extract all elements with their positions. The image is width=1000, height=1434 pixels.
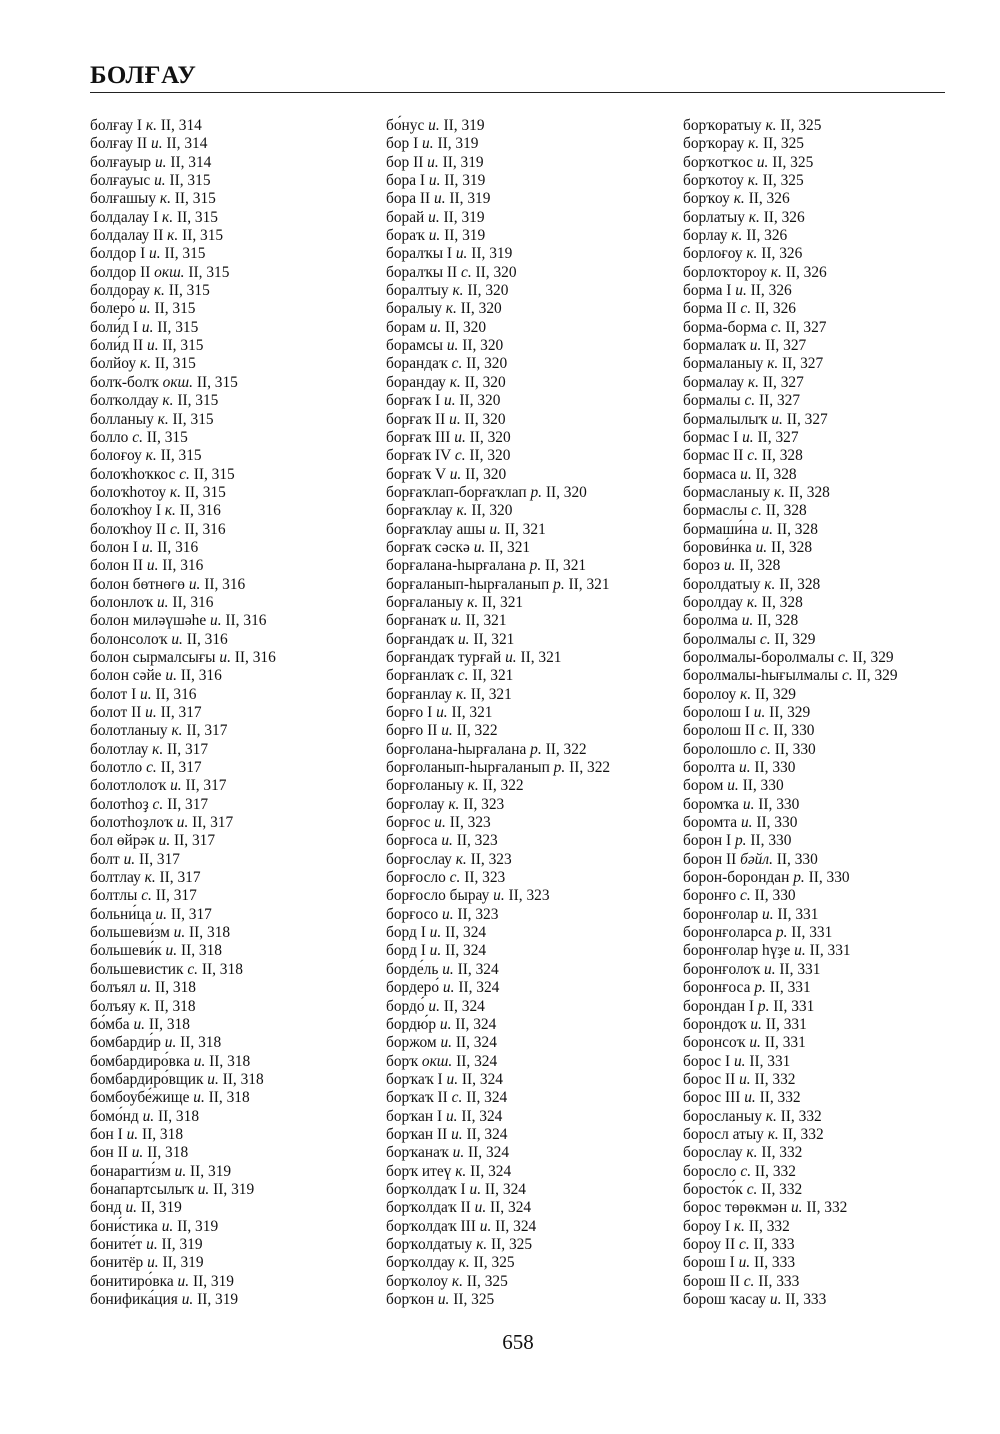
index-entry: бормас II с. II, 328	[683, 447, 803, 465]
index-entry: борҡолоу к. II, 325	[386, 1272, 508, 1290]
index-entry: болдорау к. II, 315	[90, 282, 210, 300]
index-entry: борош ҡасау и. II, 333	[683, 1291, 827, 1308]
index-entry: болъяу к. II, 318	[90, 997, 196, 1015]
index-entry: бороз и. II, 328	[683, 557, 781, 575]
index-entry: борғанлаҡ с. II, 321	[386, 667, 514, 685]
index-entry: болоҡһотоу к. II, 315	[90, 483, 226, 501]
index-entry: болон миләүшәһе и. II, 316	[90, 612, 267, 630]
index-entry: бормаши́на и. II, 328	[683, 520, 818, 538]
index-entry: борос төрөкмән и. II, 332	[683, 1199, 848, 1217]
index-entry: боронғоса р. II, 331	[683, 979, 811, 997]
index-entry: боролта и. II, 330	[683, 759, 796, 777]
index-entry: бормаланыу к. II, 327	[683, 355, 824, 373]
index-entry: борай и. II, 319	[386, 208, 485, 226]
index-entry: болот II и. II, 317	[90, 704, 202, 721]
index-entry: бонитиро́вка и. II, 319	[90, 1272, 234, 1290]
index-entry: бордю́р и. II, 324	[386, 1015, 497, 1033]
index-entry: борғаланып-һырғаланып р. II, 321	[386, 575, 610, 593]
index-entry: боролош I и. II, 329	[683, 704, 811, 721]
index-entry: борма II с. II, 326	[683, 300, 796, 318]
index-entry: бороу II с. II, 333	[683, 1235, 795, 1253]
index-entry: борам и. II, 320	[386, 318, 487, 336]
index-entry: борҡотҡос и. II, 325	[683, 153, 814, 171]
index-entry: бомбардиро́вка и. II, 318	[90, 1052, 251, 1070]
index-entry: болғауыс и. II, 315	[90, 172, 211, 190]
index-entry: боронғолар и. II, 331	[683, 905, 819, 923]
index-entry: боросло с. II, 332	[683, 1162, 796, 1180]
index-column-3	[683, 117, 898, 1309]
index-entry: болоҡһоу I к. II, 316	[90, 502, 221, 520]
index-entry: бон I и. II, 318	[90, 1125, 184, 1143]
index-entry: болдалау II к. II, 315	[90, 227, 224, 245]
page-number: 658	[502, 1330, 534, 1354]
index-entry: бонитёр и. II, 319	[90, 1254, 204, 1272]
index-entry: боронғо с. II, 330	[683, 887, 796, 905]
index-entry: борғолана-һырғалана р. II, 322	[386, 740, 587, 758]
index-entry: борондоҡ и. II, 331	[683, 1015, 807, 1033]
index-entry: борҡолдаҡ II и. II, 324	[386, 1199, 532, 1217]
index-entry: болҡ-болҡ окш. II, 315	[90, 373, 238, 391]
index-entry: борғаҡ II и. II, 320	[386, 410, 506, 428]
index-entry: борғоланыу к. II, 322	[386, 777, 524, 795]
index-entry: бормалы с. II, 327	[683, 392, 801, 410]
index-entry: борғаҡ III и. II, 320	[386, 428, 511, 446]
index-entry: борғосо и. II, 323	[386, 905, 499, 923]
index-entry: болотло с. II, 317	[90, 759, 202, 777]
index-entry: боролмалы с. II, 329	[683, 630, 816, 648]
index-entry: борҡан I и. II, 324	[386, 1107, 503, 1125]
index-entry: борғанлау к. II, 321	[386, 685, 512, 703]
index-entry: болтлы с. II, 317	[90, 887, 197, 905]
index-entry: бора I и. II, 319	[386, 172, 486, 190]
index-entry: борлау к. II, 326	[683, 227, 788, 245]
index-entry: борон I р. II, 330	[683, 832, 792, 850]
index-entry: боралҡы II с. II, 320	[386, 263, 517, 281]
index-column-1	[90, 117, 276, 1309]
index-entry: борғосло с. II, 323	[386, 869, 506, 887]
index-entry: борамсы и. II, 320	[386, 337, 504, 355]
index-entry: бор II и. II, 319	[386, 153, 484, 171]
index-entry: боролмалы-боролмалы с. II, 329	[683, 648, 894, 666]
index-entry: болоҡһоу II с. II, 316	[90, 520, 226, 538]
index-entry: болон бөтнөгө и. II, 316	[90, 575, 246, 593]
index-entry: борҡолдаҡ I и. II, 324	[386, 1180, 526, 1198]
index-entry: боросланыу к. II, 332	[683, 1107, 822, 1125]
index-entry: боралҡы I и. II, 319	[386, 245, 513, 263]
index-entry: борош I и. II, 333	[683, 1254, 796, 1272]
index-entry: борғолау к. II, 323	[386, 795, 505, 813]
index-column-2	[386, 117, 610, 1309]
index-entry: бонапартсылыҡ и. II, 319	[90, 1180, 255, 1198]
index-entry: бон II и. II, 318	[90, 1144, 189, 1162]
index-entry: болҡолдау к. II, 315	[90, 392, 219, 410]
index-entry: болотһоҙлоҡ и. II, 317	[90, 814, 234, 832]
index-entry: болдор I и. II, 315	[90, 245, 206, 263]
index-entry: борҡоу к. II, 326	[683, 190, 790, 208]
index-entry: бомо́нд и. II, 318	[90, 1107, 200, 1125]
index-entry: борғаҡлап-борғаҡлап р. II, 320	[386, 483, 587, 501]
index-entry: болон сәйе и. II, 316	[90, 667, 222, 685]
index-entry: боли́д II и. II, 315	[90, 337, 204, 355]
index-entry: боржом и. II, 324	[386, 1034, 497, 1052]
index-entry: болоғоу к. II, 315	[90, 447, 202, 465]
index-entry: болло с. II, 315	[90, 428, 188, 446]
index-entry: бороу I к. II, 332	[683, 1217, 790, 1235]
index-entry: болғауыр и. II, 314	[90, 153, 212, 171]
index-entry: бормалау к. II, 327	[683, 373, 804, 391]
index-entry: бонаparти́зм и. II, 319	[90, 1162, 232, 1180]
index-entry: борма I и. II, 326	[683, 282, 792, 300]
index-entry: болон II и. II, 316	[90, 557, 204, 575]
index-entry: боролошло с. II, 330	[683, 740, 816, 758]
index-entry: боралтыу к. II, 320	[386, 282, 509, 300]
page-header-title: БОЛҒАУ	[90, 62, 197, 89]
index-entry: борғаҡлау ашы и. II, 321	[386, 520, 546, 538]
index-entry: болон I и. II, 316	[90, 538, 199, 556]
index-entry: борд I и. II, 324	[386, 924, 487, 942]
index-entry: борҡорау к. II, 325	[683, 135, 804, 153]
index-entry: борон II бәйл. II, 330	[683, 850, 818, 868]
index-entry: бомбарди́р и. II, 318	[90, 1034, 222, 1052]
index-entry: бормаса и. II, 328	[683, 465, 797, 483]
index-entry: борд I и. II, 324	[386, 942, 487, 960]
index-entry: борғандаҡ турғай и. II, 321	[386, 648, 562, 666]
index-entry: борғоса и. II, 323	[386, 832, 498, 850]
index-entry: борҡаҡ II с. II, 324	[386, 1089, 508, 1107]
index-entry: борғаҡлау к. II, 320	[386, 502, 513, 520]
index-entry: бони́стика и. II, 319	[90, 1217, 219, 1235]
index-entry: боронғолоҡ и. II, 331	[683, 960, 821, 978]
index-entry: борде́ль и. II, 324	[386, 960, 499, 978]
index-entry: бо́нус и. II, 319	[386, 117, 485, 134]
index-entry: болт и. II, 317	[90, 850, 181, 868]
index-entry: болотлау к. II, 317	[90, 740, 209, 758]
index-entry: болйоу к. II, 315	[90, 355, 196, 373]
index-entry: борос II и. II, 332	[683, 1070, 796, 1088]
index-entry: борослау к. II, 332	[683, 1144, 803, 1162]
index-entry: боронғолар һүҙе и. II, 331	[683, 942, 851, 960]
index-entry: болотлолоҡ и. II, 317	[90, 777, 227, 795]
index-entry: боролма и. II, 328	[683, 612, 799, 630]
index-entry: борови́нка и. II, 328	[683, 538, 813, 556]
index-entry: боните́т и. II, 319	[90, 1235, 203, 1253]
index-entry: борғалана-һырғалана р. II, 321	[386, 557, 587, 575]
index-entry: болғау I к. II, 314	[90, 117, 202, 134]
index-entry: борғоланып-һырғаланып р. II, 322	[386, 759, 611, 777]
index-entry: бордо́ и. II, 324	[386, 997, 485, 1015]
index-entry: боросл атыу к. II, 332	[683, 1125, 824, 1143]
index-entry: бормалылыҡ и. II, 327	[683, 410, 828, 428]
index-entry: большевистик с. II, 318	[90, 960, 243, 978]
index-entry: борлоҡтороу к. II, 326	[683, 263, 827, 281]
index-entry: борғослау к. II, 323	[386, 850, 512, 868]
index-entry: бораҡ и. II, 319	[386, 227, 486, 245]
index-entry: бором и. II, 330	[683, 777, 784, 795]
index-entry: борҡан II и. II, 324	[386, 1125, 508, 1143]
index-entry: бомбардиро́вщик и. II, 318	[90, 1070, 264, 1088]
index-entry: борма-борма с. II, 327	[683, 318, 827, 336]
index-entry: болоҡһоҡкос с. II, 315	[90, 465, 235, 483]
index-entry: борғо I и. II, 321	[386, 704, 493, 721]
index-entry: болонсолоҡ и. II, 316	[90, 630, 228, 648]
index-entry: борғосло бырау и. II, 323	[386, 887, 550, 905]
index-entry: борғандаҡ и. II, 321	[386, 630, 515, 648]
index-entry: борғос и. II, 323	[386, 814, 491, 832]
index-entry: боролмалы-һығылмалы с. II, 329	[683, 667, 898, 685]
index-entry: борҡолдаҡ III и. II, 324	[386, 1217, 537, 1235]
index-entry: боронсоҡ и. II, 331	[683, 1034, 806, 1052]
index-entry: боли́д I и. II, 315	[90, 318, 199, 336]
index-entry: борҡанаҡ и. II, 324	[386, 1144, 510, 1162]
index-entry: бонд и. II, 319	[90, 1199, 182, 1217]
index-entry: борғаҡ I и. II, 320	[386, 392, 501, 410]
index-entry: боролдатыу к. II, 328	[683, 575, 821, 593]
index-entry: болъял и. II, 318	[90, 979, 197, 997]
index-entry: борос I и. II, 331	[683, 1052, 791, 1070]
index-entry: бормалаҡ и. II, 327	[683, 337, 807, 355]
index-entry: боролдау к. II, 328	[683, 593, 803, 611]
index-entry: болдор II окш. II, 315	[90, 263, 230, 281]
index-entry: борғаҡ IV с. II, 320	[386, 447, 511, 465]
index-entry: бол өйрәк и. II, 317	[90, 832, 216, 850]
index-entry: борғо II и. II, 322	[386, 722, 498, 740]
index-entry: борондан I р. II, 331	[683, 997, 815, 1015]
index-entry: борғаланыу к. II, 321	[386, 593, 524, 611]
index-entry: борандаҡ с. II, 320	[386, 355, 508, 373]
index-entry: бордеро́ и. II, 324	[386, 979, 500, 997]
index-entry: борғаҡ сәскә и. II, 321	[386, 538, 531, 556]
index-entry: борҡ итеү к. II, 324	[386, 1162, 512, 1180]
header-rule	[90, 92, 945, 93]
index-entry: боросто́к с. II, 332	[683, 1180, 803, 1198]
index-entry: больни́ца и. II, 317	[90, 905, 212, 923]
index-entry: бор I и. II, 319	[386, 135, 479, 153]
index-entry: боролош II с. II, 330	[683, 722, 815, 740]
index-entry: болланыу к. II, 315	[90, 410, 214, 428]
index-entry: боролоу к. II, 329	[683, 685, 796, 703]
index-entry: боралыу к. II, 320	[386, 300, 502, 318]
index-entry: борҡотоу к. II, 325	[683, 172, 804, 190]
index-entry: болғашыу к. II, 315	[90, 190, 216, 208]
index-entry: борҡолдау к. II, 325	[386, 1254, 515, 1272]
index-entry: борандау к. II, 320	[386, 373, 506, 391]
index-entry: борҡ окш. II, 324	[386, 1052, 498, 1070]
index-entry: борлоғоу к. II, 326	[683, 245, 803, 263]
index-entry: борҡон и. II, 325	[386, 1291, 495, 1308]
index-entry: боромҡа и. II, 330	[683, 795, 800, 813]
index-entry: болотһоҙ с. II, 317	[90, 795, 209, 813]
index-entry: борон-борондан р. II, 330	[683, 869, 850, 887]
index-entry: боронғоларса р. II, 331	[683, 924, 833, 942]
index-entry: борош II с. II, 333	[683, 1272, 800, 1290]
index-entry: болон сырмалсығы и. II, 316	[90, 648, 276, 666]
index-entry: болотланыу к. II, 317	[90, 722, 228, 740]
index-entry: бора II и. II, 319	[386, 190, 491, 208]
index-entry: болдалау I к. II, 315	[90, 208, 218, 226]
index-entry: большеви́зм и. II, 318	[90, 924, 231, 942]
index-entry: болеро́ и. II, 315	[90, 300, 196, 318]
index-entry: борғанаҡ и. II, 321	[386, 612, 507, 630]
index-entry: бормаслы с. II, 328	[683, 502, 807, 520]
index-entry: бо́мба и. II, 318	[90, 1015, 190, 1033]
index-entry: борос III и. II, 332	[683, 1089, 801, 1107]
index-entry: борҡаҡ I и. II, 324	[386, 1070, 503, 1088]
index-entry: борғаҡ V и. II, 320	[386, 465, 507, 483]
index-entry: болтлау к. II, 317	[90, 869, 201, 887]
index-entry: борлатыу к. II, 326	[683, 208, 805, 226]
index-entry: боромта и. II, 330	[683, 814, 798, 832]
index-entry: бомбоубе́жище и. II, 318	[90, 1089, 250, 1107]
index-entry: борҡоратыу к. II, 325	[683, 117, 822, 134]
index-entry: борҡолдатыу к. II, 325	[386, 1235, 533, 1253]
index-entry: болғау II и. II, 314	[90, 135, 208, 153]
index-entry: бормасланыу к. II, 328	[683, 483, 830, 501]
index-entry: болонлоҡ и. II, 316	[90, 593, 214, 611]
index-entry: бонифика́ция и. II, 319	[90, 1291, 239, 1308]
index-entry: болот I и. II, 316	[90, 685, 197, 703]
index-entry: бормас I и. II, 327	[683, 428, 799, 446]
index-entry: большеви́к и. II, 318	[90, 942, 222, 960]
